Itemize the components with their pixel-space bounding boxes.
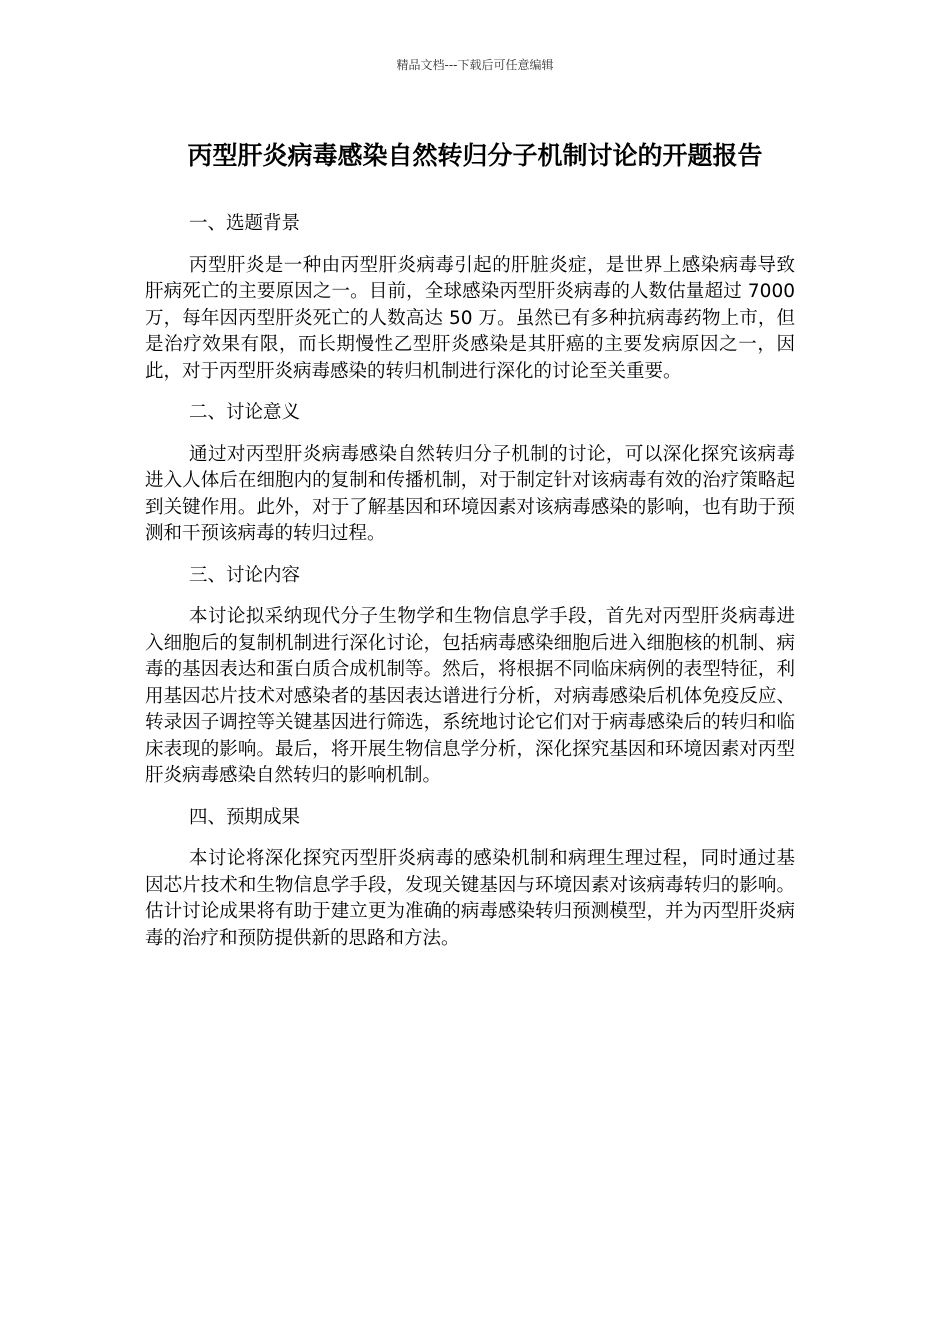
header-note: 精品文档---下载后可任意编辑 xyxy=(396,58,554,72)
document-body xyxy=(145,211,795,967)
paragraph-background: 丙型肝炎是一种由丙型肝炎病毒引起的肝脏炎症，是世界上感染病毒导致肝病死亡的主要原因之一。目前，全球感染丙型肝炎病毒的人数估量超过 7000 万，每年因丙型肝炎死亡的人数高达 50 万。虽然已有多种抗病毒药物上市，但是治疗效果有限，而长期慢性乙型肝炎感染是其肝癌的主要发病原因之一，因此，对于丙型肝炎病毒感染的转归机制进行深化的讨论至关重要。 xyxy=(145,254,795,382)
section-heading-background: 一、选题背景 xyxy=(189,213,301,234)
paragraph-significance: 通过对丙型肝炎病毒感染自然转归分子机制的讨论，可以深化探究该病毒进入人体后在细胞内的复制和传播机制，对于制定针对该病毒有效的治疗策略起到关键作用。此外，对于了解基因和环境因素对该病毒感染的影响，也有助于预测和干预该病毒的转归过程。 xyxy=(145,443,795,544)
section-heading-expected-results: 四、预期成果 xyxy=(189,806,301,828)
paragraph-expected-results: 本讨论将深化探究丙型肝炎病毒的感染机制和病理生理过程，同时通过基因芯片技术和生物信息学手段，发现关键基因与环境因素对该病毒转归的影响。估计讨论成果将有助于建立更为准确的病毒感染转归预测模型，并为丙型肝炎病毒的治疗和预防提供新的思路和方法。 xyxy=(145,848,795,949)
paragraph-content: 本讨论拟采纳现代分子生物学和生物信息学手段，首先对丙型肝炎病毒进入细胞后的复制机制进行深化讨论，包括病毒感染细胞后进入细胞核的机制、病毒的基因表达和蛋白质合成机制等。然后，将根据不同临床病例的表型特征，利用基因芯片技术对感染者的基因表达谱进行分析，对病毒感染后机体免疫反应、转录因子调控等关键基因进行筛选，系统地讨论它们对于病毒感染后的转归和临床表现的影响。最后，将开展生物信息学分析，深化探究基因和环境因素对丙型肝炎病毒感染自然转归的影响机制。 xyxy=(145,606,795,786)
section-heading-significance: 二、讨论意义 xyxy=(189,402,301,423)
section-heading-content: 三、讨论内容 xyxy=(189,564,301,586)
document-title: 丙型肝炎病毒感染自然转归分子机制讨论的开题报告 xyxy=(187,141,763,170)
